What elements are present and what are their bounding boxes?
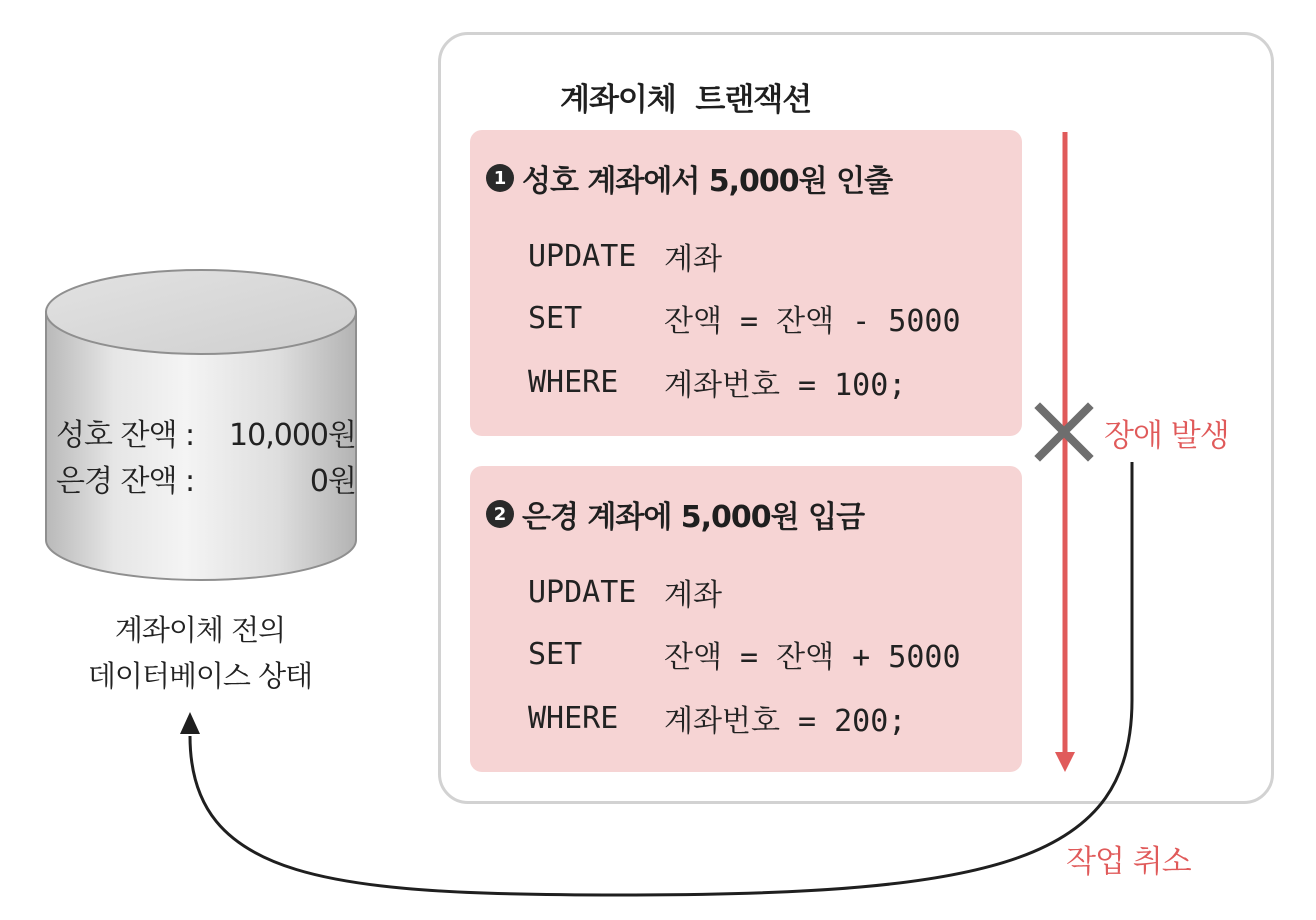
execution-arrow-head <box>1055 752 1075 772</box>
db-caption-line2: 데이터베이스 상태 <box>87 659 313 693</box>
sql-clause: 계좌번호 = 200; <box>664 704 907 739</box>
rollback-curve <box>190 462 1132 895</box>
rollback-arrow-head <box>180 712 200 734</box>
step-number-badge: 1 <box>486 164 514 192</box>
sql-keyword: SET <box>528 636 583 672</box>
rollback-label: 작업 취소 <box>1066 844 1191 880</box>
db-balance-value: 0원 <box>309 464 356 499</box>
sql-clause: 계좌번호 = 100; <box>664 368 907 403</box>
transaction-title: 계좌이체 트랜잭션 <box>560 82 812 118</box>
sql-keyword: SET <box>528 300 583 336</box>
sql-keyword: WHERE <box>528 364 619 400</box>
step-heading-text: 성호 계좌에서 5,000원 인출 <box>522 164 893 199</box>
failure-label: 장애 발생 <box>1104 418 1229 454</box>
sql-clause: 계좌 <box>664 242 722 277</box>
sql-clause: 잔액 = 잔액 + 5000 <box>664 640 961 675</box>
sql-clause: 계좌 <box>664 578 722 613</box>
sql-keyword: UPDATE <box>528 238 637 274</box>
step-number-badge: 2 <box>486 500 514 528</box>
sql-clause: 잔액 = 잔액 - 5000 <box>664 304 961 339</box>
db-balance-label: 성호 잔액 : <box>56 418 195 453</box>
db-balance-label: 은경 잔액 : <box>56 464 195 499</box>
db-caption-line1: 계좌이체 전의 <box>114 613 286 647</box>
step-heading-text: 은경 계좌에 5,000원 입금 <box>522 500 865 535</box>
sql-keyword: UPDATE <box>528 574 637 610</box>
sql-keyword: WHERE <box>528 700 619 736</box>
db-balance-value: 10,000원 <box>229 418 356 453</box>
